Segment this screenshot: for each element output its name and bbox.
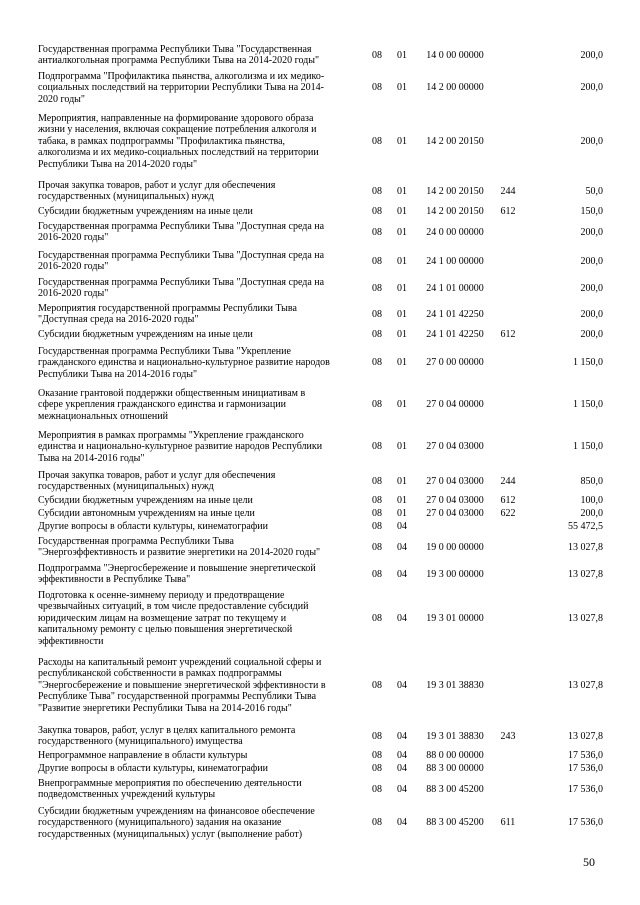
row-rz: 08 [372,226,382,238]
row-pr: 01 [397,399,407,411]
row-amount: 200,0 [580,49,603,61]
row-pr: 04 [397,750,407,761]
row-amount: 200,0 [580,508,603,519]
row-amount: 13 027,8 [568,541,603,553]
row-rz: 08 [372,612,382,624]
row-rz: 08 [372,541,382,553]
row-name: Подпрограмма "Профилактика пьянства, алкоголизма и их медико- социальных последствий на территории Республики Тыва на 2014- 2020 годы" [38,71,325,105]
row-pr: 04 [397,730,407,742]
row-name: Подпрограмма "Энергосбережение и повышение энергетической эффективности в Республике Тыва" [38,563,316,586]
row-pr: 01 [397,135,407,147]
row-cs: 88 3 00 45200 [426,817,484,829]
row-cs: 27 0 04 03000 [426,508,484,519]
row-amount: 200,0 [580,82,603,94]
row-cs: 24 1 01 42250 [426,329,484,340]
row-amount: 200,0 [580,329,603,340]
row-name: Прочая закупка товаров, работ и услуг для обеспечения государственных (муниципальных) нужд [38,470,276,493]
row-amount: 850,0 [580,475,603,487]
row-cs: 19 3 01 38830 [426,730,484,742]
row-cs: 14 2 00 00000 [426,82,484,94]
row-name: Внепрограммные мероприятия по обеспечению деятельности подведомственных учреждений культуры [38,778,302,801]
row-name: Государственная программа Республики Тыва "Доступная среда на 2016-2020 годы" [38,250,325,273]
row-rz: 08 [372,568,382,580]
row-rz: 08 [372,185,382,197]
row-cs: 14 2 00 20150 [426,185,484,197]
row-pr: 04 [397,763,407,774]
row-amount: 200,0 [580,282,603,294]
row-cs: 24 0 00 00000 [426,226,484,238]
row-amount: 13 027,8 [568,568,603,580]
row-pr: 01 [397,49,407,61]
row-amount: 200,0 [580,255,603,267]
row-rz: 08 [372,750,382,761]
row-rz: 08 [372,730,382,742]
row-amount: 17 536,0 [568,750,603,761]
row-name: Государственная программа Республики Тыва "Доступная среда на 2016-2020 годы" [38,277,325,300]
row-cs: 88 3 00 45200 [426,783,484,795]
row-amount: 200,0 [580,226,603,238]
row-name: Оказание грантовой поддержки общественным инициативам в сфере укрепления гражданского единства и гармонизации межнациональных отношений [38,388,306,422]
row-amount: 50,0 [585,185,603,197]
row-cs: 88 3 00 00000 [426,763,484,774]
row-rz: 08 [372,255,382,267]
row-amount: 1 150,0 [573,441,603,453]
row-cs: 24 1 00 00000 [426,255,484,267]
row-rz: 08 [372,282,382,294]
row-amount: 17 536,0 [568,817,603,829]
row-cs: 19 0 00 00000 [426,541,484,553]
row-name: Субсидии бюджетным учреждениям на финансовое обеспечение государственного (муниципального) задания на оказание государственных (муниципальных) услуг (выполнение работ) [38,806,315,840]
row-cs: 19 3 01 00000 [426,612,484,624]
row-cs: 24 1 01 00000 [426,282,484,294]
row-pr: 01 [397,495,407,506]
row-pr: 04 [397,612,407,624]
row-amount: 13 027,8 [568,612,603,624]
row-name: Подготовка к осенне-зимнему периоду и предотвращение чрезвычайных ситуаций, в том числе предоставление субсидий юридическим лицам на возмещение затрат по текущему и капитальному ремонту с целью повышения энергетической эффективности [38,590,309,647]
row-pr: 04 [397,783,407,795]
row-rz: 08 [372,82,382,94]
row-amount: 1 150,0 [573,399,603,411]
row-cs: 14 0 00 00000 [426,49,484,61]
row-pr: 04 [397,541,407,553]
row-pr: 01 [397,508,407,519]
row-name: Мероприятия, направленные на формирование здорового образа жизни у населения, включая сокращение потребления алкоголя и табака, в рамках подпрограммы "Профилактика пьянства, алкоголизма и их медико-социальных последствий на территории Республики Тыва на 2014-2020 годы" [38,113,319,170]
row-rz: 08 [372,679,382,691]
row-amount: 55 472,5 [568,521,603,532]
row-amount: 17 536,0 [568,763,603,774]
row-cs: 27 0 04 03000 [426,495,484,506]
row-pr: 01 [397,475,407,487]
row-vr: 612 [500,206,516,217]
row-rz: 08 [372,495,382,506]
row-cs: 19 3 00 00000 [426,568,484,580]
row-pr: 01 [397,185,407,197]
row-name: Государственная программа Республики Тыва "Доступная среда на 2016-2020 годы" [38,221,325,244]
row-name: Непрограммное направление в области культуры [38,750,248,761]
row-amount: 200,0 [580,308,603,320]
row-name: Другие вопросы в области культуры, кинематографии [38,521,268,532]
row-vr: 243 [500,730,516,742]
row-pr: 01 [397,357,407,369]
row-pr: 01 [397,206,407,217]
row-cs: 88 0 00 00000 [426,750,484,761]
row-rz: 08 [372,357,382,369]
row-rz: 08 [372,763,382,774]
row-name: Субсидии автономным учреждениям на иные цели [38,508,255,519]
row-amount: 17 536,0 [568,783,603,795]
row-vr: 244 [500,475,516,487]
row-rz: 08 [372,441,382,453]
row-rz: 08 [372,508,382,519]
row-cs: 24 1 01 42250 [426,308,484,320]
row-amount: 13 027,8 [568,679,603,691]
row-name: Мероприятия в рамках программы "Укрепление гражданского единства и национально-культурное развитие народов Республики Тыва на 2014-2016 годы" [38,430,323,464]
row-pr: 01 [397,441,407,453]
page-number: 50 [583,855,595,869]
row-cs: 27 0 04 03000 [426,475,484,487]
row-cs: 27 0 04 00000 [426,399,484,411]
row-amount: 1 150,0 [573,357,603,369]
row-rz: 08 [372,521,382,532]
row-name: Субсидии бюджетным учреждениям на иные цели [38,495,253,506]
row-name: Прочая закупка товаров, работ и услуг для обеспечения государственных (муниципальных) нужд [38,180,276,203]
row-pr: 01 [397,226,407,238]
row-amount: 100,0 [580,495,603,506]
row-name: Субсидии бюджетным учреждениям на иные цели [38,329,253,340]
row-name: Субсидии бюджетным учреждениям на иные цели [38,206,253,217]
row-amount: 13 027,8 [568,730,603,742]
row-pr: 01 [397,329,407,340]
row-name: Государственная программа Республики Тыва "Энергоэффективность и развитие энергетики на 2014-2020 годы" [38,536,321,559]
row-rz: 08 [372,206,382,217]
row-pr: 04 [397,521,407,532]
row-amount: 150,0 [580,206,603,217]
row-rz: 08 [372,817,382,829]
row-vr: 612 [500,495,516,506]
row-vr: 611 [500,817,516,829]
row-rz: 08 [372,308,382,320]
row-pr: 04 [397,568,407,580]
row-name: Государственная программа Республики Тыва "Укрепление гражданского единства и национально-культурное развитие народов Республики Тыва на 2014-2016 годы" [38,346,330,380]
row-cs: 27 0 00 00000 [426,357,484,369]
row-cs: 14 2 00 20150 [426,135,484,147]
row-pr: 04 [397,679,407,691]
row-cs: 19 3 01 38830 [426,679,484,691]
row-rz: 08 [372,475,382,487]
row-rz: 08 [372,329,382,340]
row-pr: 01 [397,82,407,94]
row-vr: 622 [500,508,516,519]
row-cs: 14 2 00 20150 [426,206,484,217]
row-pr: 01 [397,308,407,320]
row-vr: 244 [500,185,516,197]
row-cs: 27 0 04 03000 [426,441,484,453]
row-pr: 01 [397,282,407,294]
row-name: Расходы на капитальный ремонт учреждений социальной сферы и республиканской собственности в рамках подпрограммы "Энергосбережение и повышение энергетической эффективности в Республике Тыва" государственной программы Республики Тыва "Развитие энергетики Республики Тыва на 2014-2016 годы" [38,657,326,714]
row-rz: 08 [372,135,382,147]
row-rz: 08 [372,49,382,61]
row-rz: 08 [372,783,382,795]
row-pr: 01 [397,255,407,267]
row-name: Мероприятия государственной программы Республики Тыва "Доступная среда на 2016-2020 годы" [38,303,297,326]
row-name: Другие вопросы в области культуры, кинематографии [38,763,268,774]
row-name: Государственная программа Республики Тыва "Государственная антиалкогольная программа Республики Тыва на 2014-2020 годы" [38,44,320,67]
row-amount: 200,0 [580,135,603,147]
row-name: Закупка товаров, работ, услуг в целях капитального ремонта государственного (муниципального) имущества [38,725,296,748]
row-vr: 612 [500,329,516,340]
row-pr: 04 [397,817,407,829]
row-rz: 08 [372,399,382,411]
